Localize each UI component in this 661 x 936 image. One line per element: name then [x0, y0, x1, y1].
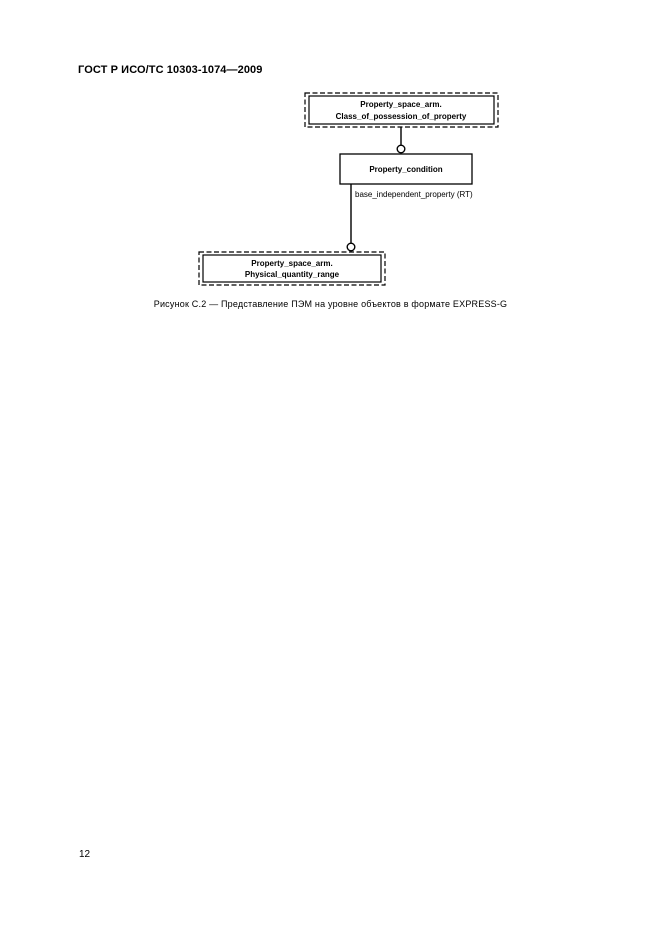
page-number: 12 — [79, 849, 91, 860]
entity-property-condition — [340, 154, 472, 184]
entity-physical-quantity-range-line2: Physical_quantity_range — [244, 270, 340, 279]
document-header: ГОСТ Р ИСО/ТС 10303-1074—2009 — [78, 64, 263, 76]
connector-supertype-link — [397, 127, 405, 153]
entity-class-of-possession-of-property — [305, 93, 498, 127]
entity-physical-quantity-range — [199, 252, 385, 285]
entity-class-of-possession-line2: Class_of_possession_of_property — [335, 112, 467, 121]
entity-physical-quantity-range-line1: Property_space_arm. — [251, 259, 333, 268]
relationship-label: base_independent_property (RT) — [355, 190, 473, 199]
relationship-base-independent-property — [347, 184, 473, 251]
entity-property-condition-label: Property_condition — [369, 165, 443, 174]
entity-class-of-possession-line1: Property_space_arm. — [360, 100, 442, 109]
figure-caption: Рисунок C.2 — Представление ПЭМ на уровне объектов в формате EXPRESS-G — [153, 299, 508, 309]
